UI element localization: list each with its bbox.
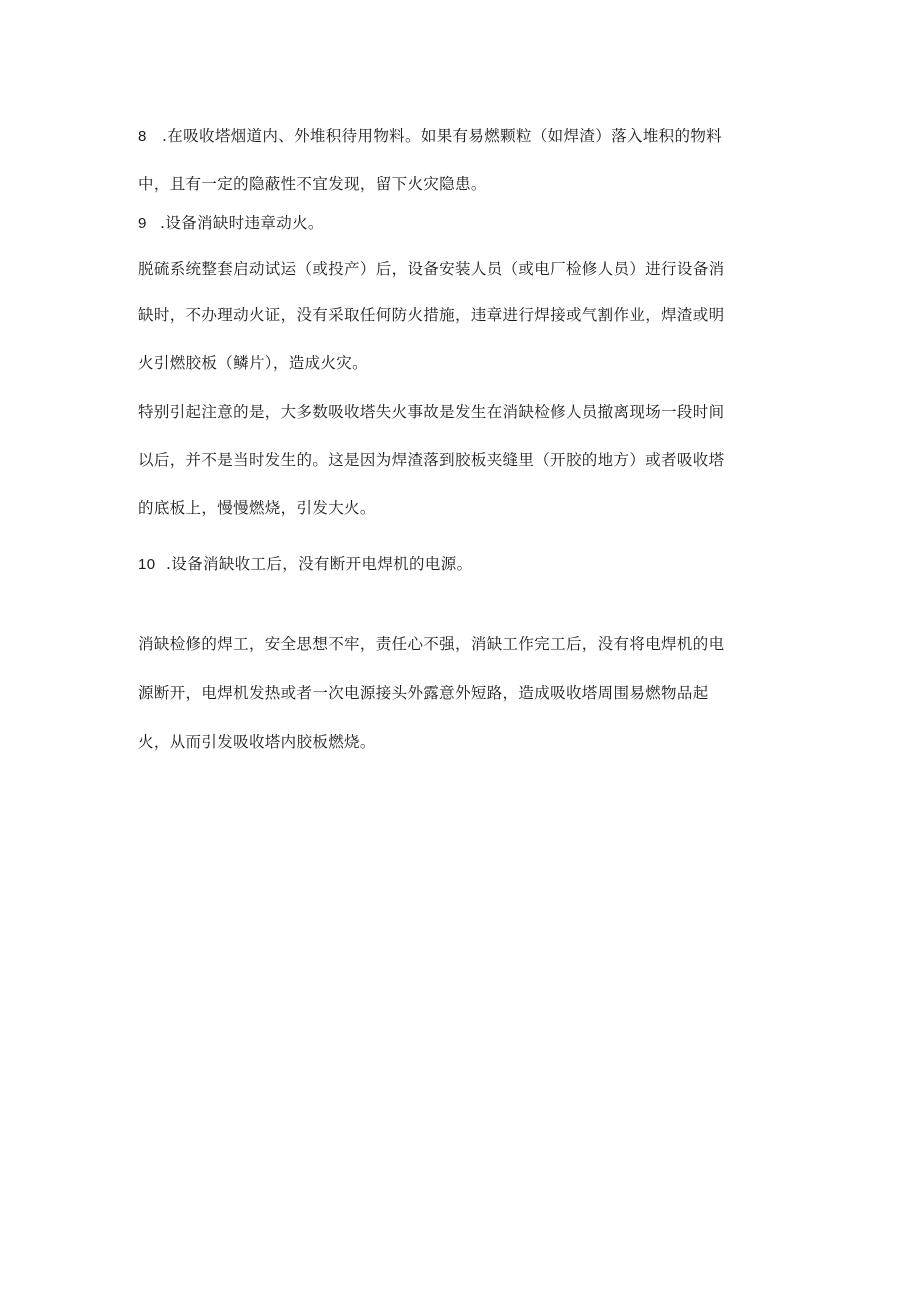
item-8-line-2: 中，且有一定的隐蔽性不宜发现，留下火灾隐患。 xyxy=(138,175,487,193)
item-8-line-1 xyxy=(138,126,722,147)
item-10-number: 10 xyxy=(138,556,156,573)
item-9-para-1-line-2: 缺时，不办理动火证，没有采取任何防火措施，违章进行焊接或气割作业，焊渣或明 xyxy=(138,306,725,324)
item-9-para-2-line-1: 特别引起注意的是，大多数吸收塔失火事故是发生在消缺检修人员撤离现场一段时间 xyxy=(138,403,725,421)
item-9-para-2-line-2: 以后，并不是当时发生的。这是因为焊渣落到胶板夹缝里（开胶的地方）或者吸收塔 xyxy=(138,451,725,469)
item-9-heading xyxy=(138,213,324,234)
item-10-para-1-line-2: 源断开，电焊机发热或者一次电源接头外露意外短路，造成吸收塔周围易燃物品起 xyxy=(138,684,709,702)
item-9-para-1-line-3: 火引燃胶板（鳞片），造成火灾。 xyxy=(138,354,369,372)
item-9-title: .设备消缺时违章动火。 xyxy=(160,214,324,232)
item-10-heading xyxy=(138,554,472,575)
item-9-para-2-line-3: 的底板上，慢慢燃烧，引发大火。 xyxy=(138,499,376,517)
item-10-title: .设备消缺收工后，没有断开电焊机的电源。 xyxy=(166,555,473,573)
item-8-number: 8 xyxy=(138,128,147,145)
item-10-para-1-line-1: 消缺检修的焊工，安全思想不牢，责任心不强，消缺工作完工后，没有将电焊机的电 xyxy=(138,635,725,653)
item-9-para-1-line-1: 脱硫系统整套启动试运（或投产）后，设备安装人员（或电厂检修人员）进行设备消 xyxy=(138,260,725,278)
item-8-text: .在吸收塔烟道内、外堆积待用物料。如果有易燃颗粒（如焊渣）落入堆积的物料 xyxy=(162,127,723,145)
item-9-number: 9 xyxy=(138,215,147,232)
item-10-para-1-line-3: 火，从而引发吸收塔内胶板燃烧。 xyxy=(138,733,376,751)
